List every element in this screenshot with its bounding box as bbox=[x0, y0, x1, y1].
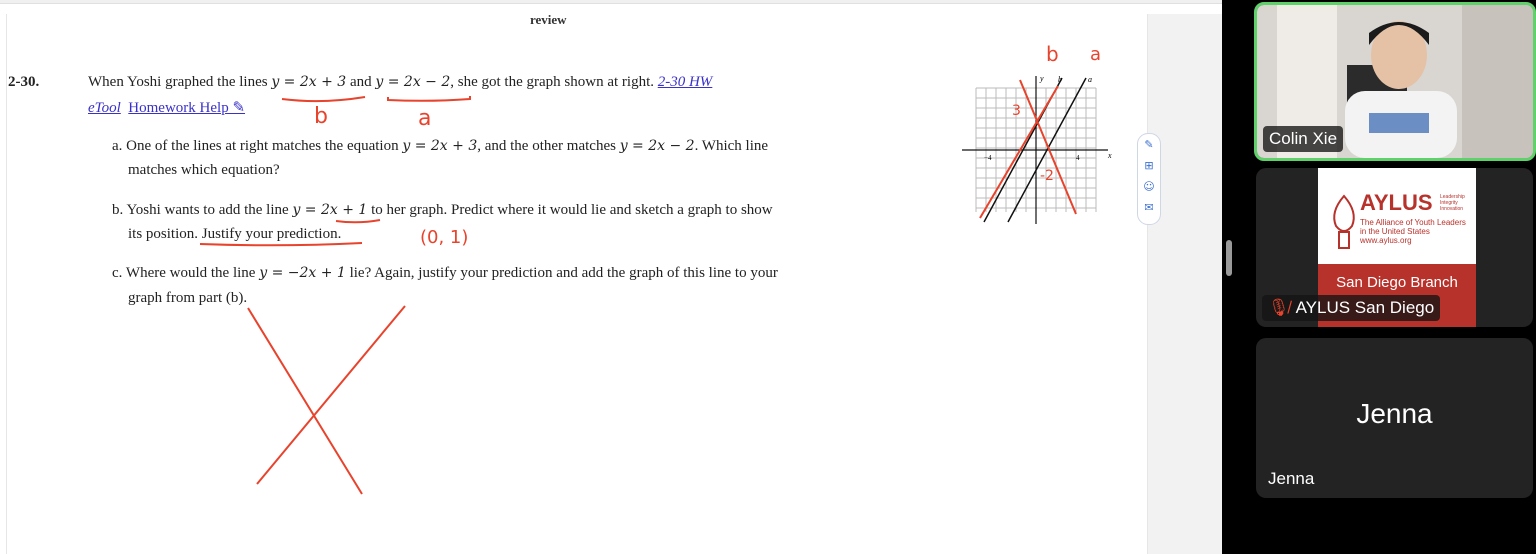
logo-side-words bbox=[1440, 194, 1465, 212]
part-a-text-1: One of the lines at right matches the equation bbox=[126, 138, 403, 154]
intro-text-1: When Yoshi graphed the lines bbox=[88, 74, 272, 90]
participant-name-colin: Colin Xie bbox=[1263, 126, 1343, 152]
part-b-text-1: Yoshi wants to add the line bbox=[126, 202, 293, 218]
logo-subtitle-2: in the United States bbox=[1360, 227, 1430, 236]
ink-answer-b: (0, 1) bbox=[420, 227, 469, 248]
page-margin bbox=[1148, 14, 1222, 554]
participant-name-aylus-text: AYLUS San Diego bbox=[1295, 298, 1435, 317]
part-a-eq2: y = 2x − 2 bbox=[619, 138, 695, 154]
logo-subtitle bbox=[1360, 218, 1466, 245]
line-label-a: a bbox=[1088, 75, 1092, 84]
part-b-line2a: its position. bbox=[128, 226, 202, 242]
video-tile-aylus[interactable] bbox=[1256, 168, 1533, 327]
part-b bbox=[112, 202, 773, 219]
ink-graph-line-2 bbox=[1020, 80, 1076, 214]
logo-subtitle-3: www.aylus.org bbox=[1360, 236, 1412, 245]
line-label-b: b bbox=[1058, 75, 1062, 84]
y-axis-label: y bbox=[1040, 74, 1044, 83]
add-note-icon[interactable]: ⊞ bbox=[1144, 159, 1154, 172]
torch-icon bbox=[1324, 192, 1364, 252]
tick-neg4: −4 bbox=[984, 154, 992, 162]
hw-link[interactable]: 2-30 HW bbox=[657, 74, 713, 90]
problem-number: 2-30. bbox=[8, 74, 40, 90]
pen-icon[interactable]: ✎ bbox=[1144, 138, 1154, 151]
part-a-text-3: . Which line bbox=[694, 138, 769, 154]
homework-help-link[interactable]: Homework Help ✎ bbox=[128, 100, 246, 116]
participant-name-jenna: Jenna bbox=[1268, 469, 1315, 488]
etool-link[interactable]: eTool bbox=[88, 100, 121, 116]
mic-muted-icon: 🎙︎̸ bbox=[1268, 298, 1290, 317]
ink-graph-neg2: -2 bbox=[1040, 168, 1054, 184]
tick-4: 4 bbox=[1076, 154, 1080, 162]
video-tile-colin[interactable] bbox=[1254, 2, 1536, 161]
logo-word-innovation: Innovation bbox=[1440, 206, 1464, 212]
problem-graph bbox=[958, 72, 1118, 228]
part-b-line2 bbox=[128, 226, 341, 243]
ink-letter-a: a bbox=[418, 106, 432, 131]
part-b-justify: Justify your prediction. bbox=[201, 226, 342, 242]
part-c-text-1: Where would the line bbox=[125, 265, 260, 281]
problem-intro-line2 bbox=[88, 98, 245, 117]
logo-word-leadership: Leadership bbox=[1440, 194, 1465, 200]
part-c-label: c. bbox=[112, 265, 123, 281]
equation-b: y = 2x + 3 bbox=[271, 74, 347, 90]
participant-name-aylus bbox=[1262, 295, 1440, 321]
participant-display-name: Jenna bbox=[1356, 398, 1433, 429]
logo-title: AYLUS bbox=[1360, 190, 1433, 215]
part-a-line2: matches which equation? bbox=[128, 162, 280, 178]
part-c-text-2: lie? Again, justify your prediction and add the graph of this line to your bbox=[345, 265, 778, 281]
comment-icon[interactable]: ✉ bbox=[1144, 201, 1154, 214]
part-b-eq: y = 2x + 1 bbox=[292, 202, 368, 218]
header-fragment: review bbox=[530, 12, 567, 27]
logo-word-integrity: Integrity bbox=[1440, 200, 1458, 206]
part-b-label: b. bbox=[112, 202, 124, 218]
ink-graph-top-a: a bbox=[1090, 44, 1102, 65]
scrollbar-thumb[interactable] bbox=[1226, 240, 1232, 276]
part-c-eq: y = −2x + 1 bbox=[259, 265, 346, 281]
logo-subtitle-1: The Alliance of Youth Leaders bbox=[1360, 218, 1466, 227]
ink-letter-b: b bbox=[314, 104, 328, 129]
ink-graph-top-b: b bbox=[1046, 42, 1059, 66]
problem-intro bbox=[88, 74, 712, 91]
video-tile-jenna[interactable] bbox=[1256, 338, 1533, 498]
browser-top-strip bbox=[0, 0, 1222, 4]
part-b-text-2: to her graph. Predict where it would lie and sketch a graph to show bbox=[367, 202, 773, 218]
ink-graph-3: 3 bbox=[1012, 103, 1021, 119]
emoji-icon[interactable]: ☺ bbox=[1143, 180, 1155, 193]
annotation-toolbar bbox=[1137, 133, 1161, 225]
part-a bbox=[112, 138, 768, 155]
x-axis-label: x bbox=[1108, 151, 1112, 160]
logo-branch-text: San Diego Branch bbox=[1336, 274, 1458, 291]
part-a-text-2: , and the other matches bbox=[477, 138, 620, 154]
equation-a: y = 2x − 2 bbox=[375, 74, 451, 90]
part-a-label: a. bbox=[112, 138, 123, 154]
part-c bbox=[112, 265, 778, 282]
part-c-line2: graph from part (b). bbox=[128, 290, 248, 306]
intro-and: and bbox=[346, 74, 376, 90]
part-a-eq1: y = 2x + 3 bbox=[402, 138, 478, 154]
intro-text-2: , she got the graph shown at right. bbox=[450, 74, 658, 90]
